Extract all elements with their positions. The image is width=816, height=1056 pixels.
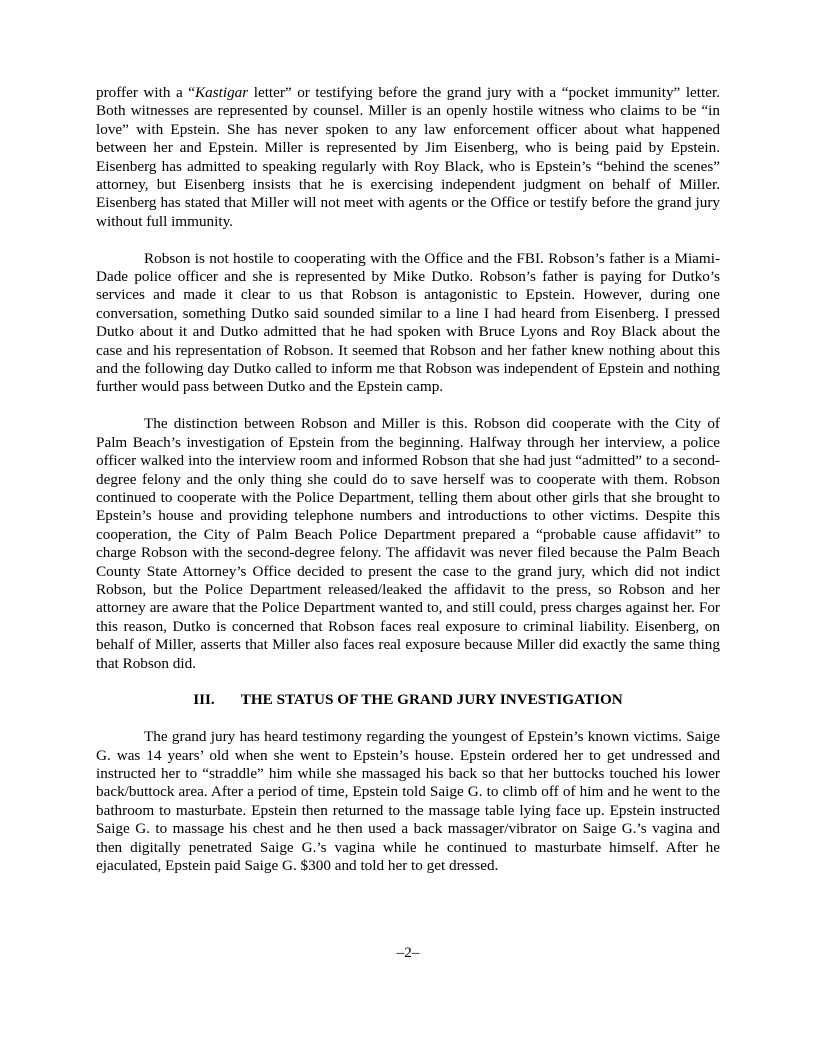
section-title: THE STATUS OF THE GRAND JURY INVESTIGATION — [240, 691, 623, 709]
page-number: –2– — [396, 944, 420, 961]
paragraph-robson-miller-distinction: The distinction between Robson and Miller is this. Robson did cooperate with the City of Palm Beach’s investigation of Epstein from the beginning. Halfway through her interview, a police officer walked into the interview room and informed Robson that she had just “admitted” to a second-degree felony and the only thing she could do to save herself was to cooperate with them. Robson continued to cooperate with the Police Department, telling them about other girls that she brought to Epstein’s house and providing telephone numbers and introductions to other victims. Despite this cooperation, the City of Palm Beach Police Department prepared a “probable cause affidavit” to charge Robson with the second-degree felony. The affidavit was never filed because the Palm Beach County State Attorney’s Office decided to present the case to the grand jury, which did not indict Robson, but the Police Department released/leaked the affidavit to the press, so Robson and her attorney are aware that the Police Department wanted to, and still could, press charges against her. For this reason, Dutko is concerned that Robson faces real exposure to criminal liability. Eisenberg, on behalf of Miller, asserts that Miller also faces real exposure because Miller did exactly the same thing that Robson did. — [96, 415, 720, 672]
paragraph-text-start: proffer with a “ — [96, 84, 196, 101]
kastigar-italic-text: Kastigar — [195, 84, 249, 101]
paragraph-grand-jury-testimony: The grand jury has heard testimony regarding the youngest of Epstein’s known victims. Saige G. was 14 years’ old when she went to Epstein’s house. Epstein ordered her to get undressed and instructed her to “straddle” him while she massaged his back so that her buttocks touched his lower back/buttock area. After a period of time, Epstein told Saige G. to climb off of him and he went to the bathroom to masturbate. Epstein then returned to the massage table lying face up. Epstein instructed Saige G. to massage his chest and he then used a back massager/vibrator on Saige G.’s vagina and then digitally penetrated Saige G.’s vagina while he continued to masturbate himself. After he ejaculated, Epstein paid Saige G. $300 and told her to get dressed. — [96, 728, 720, 874]
document-page — [96, 84, 720, 894]
section-number: III. — [193, 691, 215, 709]
paragraph-text-rest: letter” or testifying before the grand jury with a “pocket immunity” letter. Both witnesses are represented by counsel. Miller is an openly hostile witness who claims to be “in love” with Epstein. She has never spoken to any law enforcement officer about what happened between her and Epstein. Miller is represented by Jim Eisenberg, who is being paid by Epstein. Eisenberg has admitted to speaking regularly with Roy Black, who is Epstein’s “behind the scenes” attorney, but Eisenberg insists that he is exercising independent judgment on behalf of Miller. Eisenberg has stated that Miller will not meet with agents or the Office or testify before the grand jury without full immunity. — [96, 84, 720, 230]
section-heading — [96, 691, 720, 709]
paragraph-robson-cooperation: Robson is not hostile to cooperating with the Office and the FBI. Robson’s father is a Miami-Dade police officer and she is represented by Mike Dutko. Robson’s father is paying for Dutko’s services and made it clear to us that Robson is antagonistic to Epstein. However, during one conversation, something Dutko said sounded similar to a line I had heard from Eisenberg. I pressed Dutko about it and Dutko admitted that he had spoken with Bruce Lyons and Roy Black about the case and his representation of Robson. It seemed that Robson and her father knew nothing about this and the following day Dutko called to inform me that Robson was independent of Epstein and nothing further would pass between Dutko and the Epstein camp. — [96, 249, 720, 396]
paragraph-witness-counsel — [96, 84, 720, 231]
